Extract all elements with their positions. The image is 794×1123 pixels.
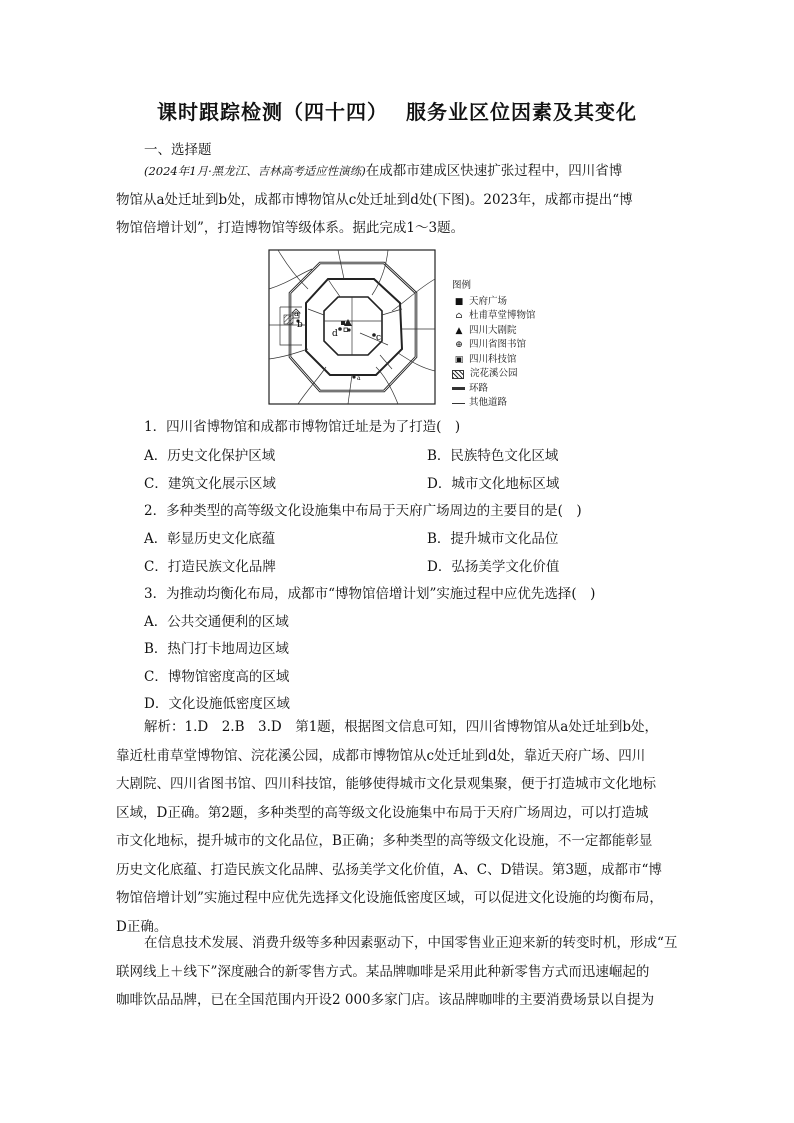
question-2-option-c[interactable]: C．打造民族文化品牌 bbox=[144, 559, 276, 575]
passage-line: 联网线上＋线下”深度融合的新零售方式。某品牌咖啡是采用此种新零售方式而迅速崛起的 bbox=[116, 963, 650, 980]
triangle-icon: ▲ bbox=[455, 325, 463, 336]
legend-label: 杜甫草堂博物馆 bbox=[469, 310, 536, 321]
question-2-option-b[interactable]: B．提升城市文化品位 bbox=[427, 531, 559, 547]
legend-label: 环路 bbox=[469, 382, 489, 394]
title-main: 课时跟踪检测（四十四） bbox=[157, 100, 388, 124]
hatch-icon bbox=[452, 370, 464, 379]
legend-item bbox=[452, 396, 536, 411]
thin-line-icon bbox=[452, 403, 465, 404]
analysis-line: 解析：1.D 2.B 3.D 第1题，根据图文信息可知，四川省博物馆从a处迁址到b处， bbox=[144, 719, 658, 735]
question-3-option-a[interactable]: A．公共交通便利的区域 bbox=[144, 614, 289, 630]
page-title bbox=[0, 96, 794, 125]
intro-source: (2024年1月·黑龙江、吉林高考适应性演练) bbox=[144, 164, 366, 178]
thick-line-icon bbox=[452, 387, 465, 390]
analysis-line: 市文化地标，提升城市的文化品位，B正确；多种类型的高等级文化设施，不一定都能彰显 bbox=[116, 833, 653, 849]
legend-item bbox=[452, 382, 536, 397]
museum-icon: ⌂ bbox=[455, 311, 463, 321]
question-1-option-a[interactable]: A．历史文化保护区域 bbox=[144, 448, 276, 464]
passage-line: 在信息技术发展、消费升级等多种因素驱动下，中国零售业正迎来新的转变时机，形成“互 bbox=[144, 935, 678, 951]
analysis-line: 历史文化底蕴、打造民族文化品牌、弘扬美学文化价值，A、C、D错误。第3题，成都市“博 bbox=[116, 861, 662, 878]
intro-line-3: 物馆倍增计划”，打造博物馆等级体系。据此完成1～3题。 bbox=[116, 220, 465, 236]
circle-dot-icon: ⊕ bbox=[455, 340, 463, 350]
legend-title: 图例 bbox=[452, 280, 472, 291]
question-3-option-c[interactable]: C．博物馆密度高的区域 bbox=[144, 669, 290, 685]
intro-line-1 bbox=[116, 157, 682, 186]
chengdu-map bbox=[268, 249, 438, 407]
analysis-line: 物馆倍增计划”实施过程中应优先选择文化设施低密度区域，可以促进文化设施的均衡布局， bbox=[116, 890, 663, 906]
question-1-option-c[interactable]: C．建筑文化展示区域 bbox=[144, 476, 276, 492]
analysis-line: 区域，D正确。第2题，多种类型的高等级文化设施集中布局于天府广场周边，可以打造城 bbox=[116, 804, 649, 821]
map-label-a: a bbox=[294, 309, 299, 318]
analysis-line: D正确。 bbox=[116, 918, 168, 935]
legend-item bbox=[452, 353, 536, 368]
legend-label: 天府广场 bbox=[469, 295, 508, 307]
analysis-paragraph bbox=[116, 713, 682, 941]
legend-label: 四川省图书馆 bbox=[469, 339, 527, 350]
question-3-stem: 3．为推动均衡化布局，成都市“博物馆倍增计划”实施过程中应优先选择( ) bbox=[144, 586, 596, 602]
question-2-option-a[interactable]: A．彰显历史文化底蕴 bbox=[144, 531, 276, 547]
question-2-stem: 2．多种类型的高等级文化设施集中布局于天府广场周边的主要目的是( ) bbox=[144, 503, 582, 519]
legend-item bbox=[452, 309, 536, 324]
hollow-square-icon: ▣ bbox=[454, 354, 464, 365]
legend-item bbox=[452, 367, 536, 382]
intro-line-2: 物馆从a处迁址到b处，成都市博物馆从c处迁址到d处(下图)。2023年，成都市提出“博 bbox=[116, 191, 633, 208]
next-passage bbox=[116, 929, 682, 1015]
square-icon: ■ bbox=[454, 296, 464, 307]
question-1-stem: 1．四川省博物馆和成都市博物馆迁址是为了打造( ) bbox=[144, 419, 461, 435]
question-1-option-d[interactable]: D．城市文化地标区域 bbox=[427, 476, 560, 492]
intro-paragraph bbox=[116, 157, 682, 243]
map-label-a-south: a bbox=[357, 375, 361, 382]
map-label-b: b bbox=[297, 320, 303, 330]
question-1-option-b[interactable]: B．民族特色文化区域 bbox=[427, 448, 559, 464]
question-3-option-d[interactable]: D．文化设施低密度区域 bbox=[144, 696, 290, 712]
legend-label: 其他道路 bbox=[469, 397, 508, 408]
legend-label: 浣花溪公园 bbox=[470, 368, 518, 379]
question-2-option-d[interactable]: D．弘扬美学文化价值 bbox=[427, 559, 560, 575]
map-figure bbox=[268, 249, 438, 411]
section-heading: 一、选择题 bbox=[144, 142, 212, 158]
map-label-c: c bbox=[376, 333, 382, 343]
passage-line: 咖啡饮品品牌，已在全国范围内开设2 000多家门店。该品牌咖啡的主要消费场景以自提为 bbox=[116, 992, 655, 1008]
legend-item bbox=[452, 338, 536, 353]
intro-line-1-text: 在成都市建成区快速扩张过程中，四川省博 bbox=[365, 163, 623, 179]
legend-label: 四川科技馆 bbox=[469, 353, 517, 365]
map-legend bbox=[452, 279, 536, 411]
analysis-line: 靠近杜甫草堂博物馆、浣花溪公园，成都市博物馆从c处迁址到d处，靠近天府广场、四川 bbox=[116, 747, 646, 764]
legend-item bbox=[452, 295, 536, 310]
legend-item bbox=[452, 324, 536, 339]
title-sub: 服务业区位因素及其变化 bbox=[406, 100, 637, 124]
analysis-line: 大剧院、四川省图书馆、四川科技馆，能够使得城市文化景观集聚，便于打造城市文化地标 bbox=[116, 776, 656, 792]
legend-label: 四川大剧院 bbox=[469, 324, 517, 336]
question-3-option-b[interactable]: B．热门打卡地周边区域 bbox=[144, 641, 289, 657]
map-label-d: d bbox=[332, 329, 338, 339]
